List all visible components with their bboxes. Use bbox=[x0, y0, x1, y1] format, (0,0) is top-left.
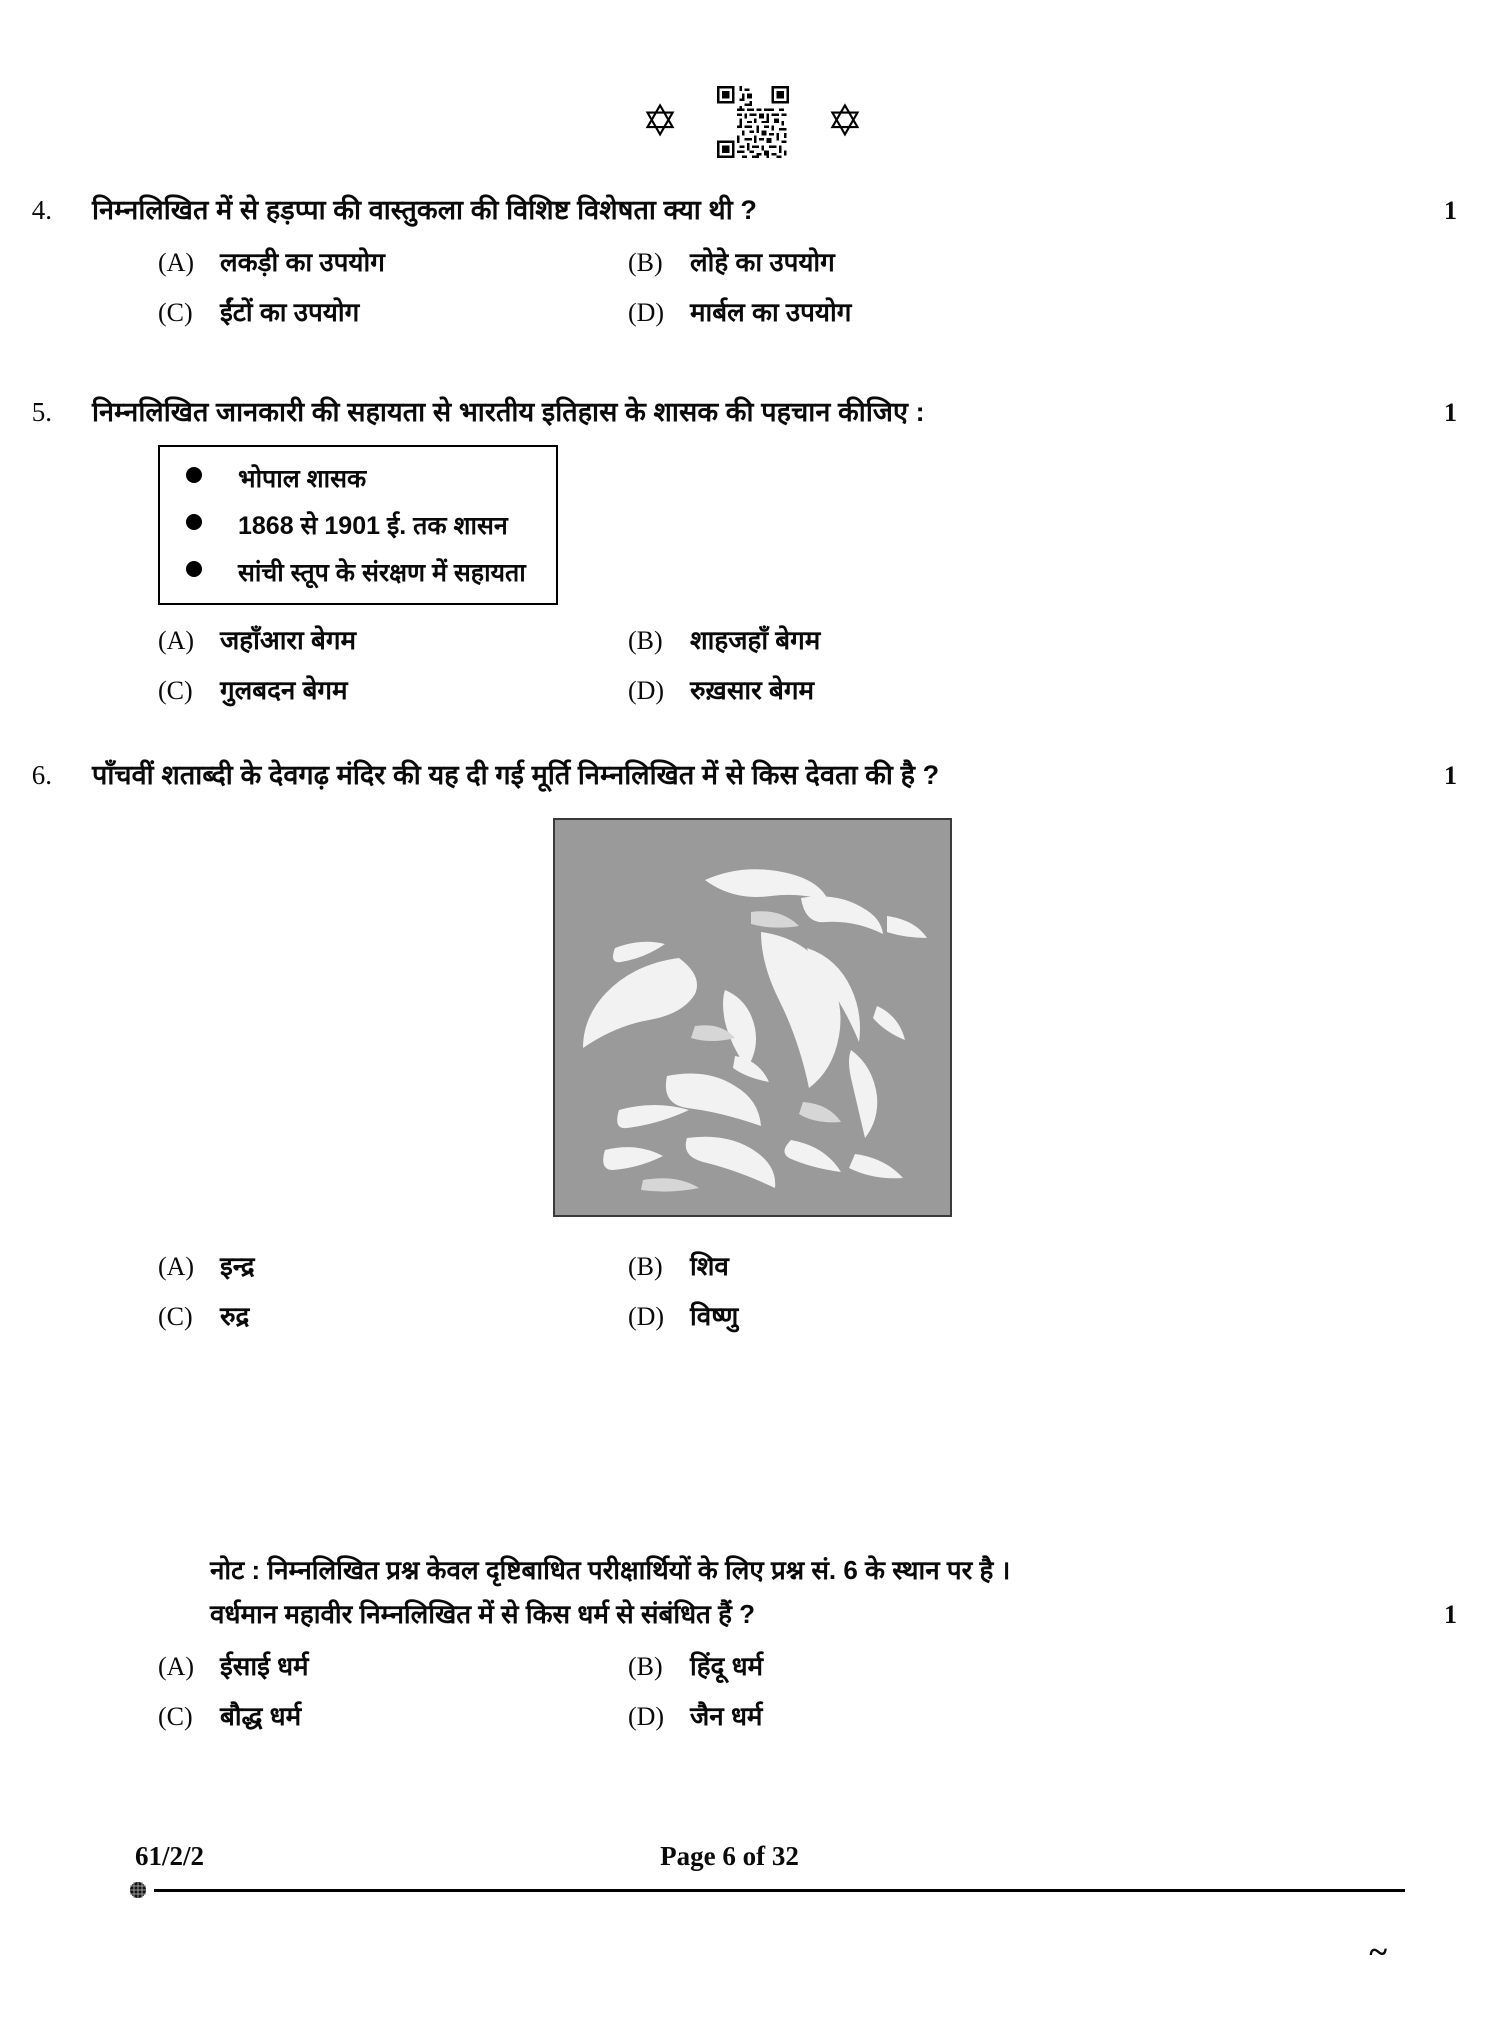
option-c-text: गुलबदन बेगम bbox=[220, 675, 348, 705]
note-label: नोट : bbox=[210, 1555, 261, 1585]
option-d[interactable] bbox=[628, 671, 1098, 707]
note-text: निम्नलिखित प्रश्न केवल दृष्टिबाधित परीक्षार्थियों के लिए प्रश्न सं. 6 के स्थान पर है । bbox=[267, 1555, 1011, 1585]
footer-divider bbox=[154, 1889, 1405, 1892]
info-item-text: भोपाल शासक bbox=[238, 465, 367, 493]
option-row bbox=[158, 621, 1505, 657]
question-6-heading bbox=[0, 755, 1505, 792]
option-d[interactable] bbox=[628, 293, 1098, 329]
question-6-options bbox=[0, 1247, 1505, 1333]
option-c-text: ईंटों का उपयोग bbox=[220, 297, 360, 327]
option-d-label: (D) bbox=[628, 676, 665, 705]
question-6 bbox=[0, 755, 1505, 1333]
option-row bbox=[158, 293, 1505, 329]
option-b[interactable] bbox=[628, 1647, 1098, 1683]
question-4-heading bbox=[0, 190, 1505, 227]
question-6-number: 6. bbox=[31, 760, 52, 790]
option-c-label: (C) bbox=[158, 676, 193, 705]
option-b-label: (B) bbox=[628, 1252, 663, 1281]
option-d-text: मार्बल का उपयोग bbox=[690, 297, 852, 327]
option-b-text: शिव bbox=[690, 1251, 729, 1281]
option-b-label: (B) bbox=[628, 1652, 663, 1681]
question-4-options bbox=[0, 243, 1505, 329]
question-5-marks: 1 bbox=[1444, 398, 1457, 427]
option-a-text: लकड़ी का उपयोग bbox=[220, 247, 385, 277]
tilde-mark: ~ bbox=[1369, 1934, 1387, 1971]
question-4 bbox=[0, 190, 1505, 329]
option-b[interactable] bbox=[628, 243, 1098, 279]
deogarh-temple-sculpture-image bbox=[553, 818, 952, 1217]
paper-code: 61/2/2 bbox=[135, 1841, 205, 1871]
info-item-text: सांची स्तूप के संरक्षण में सहायता bbox=[238, 559, 526, 587]
option-b[interactable] bbox=[628, 621, 1098, 657]
option-a[interactable] bbox=[158, 1647, 628, 1683]
option-a[interactable] bbox=[158, 621, 628, 657]
option-d[interactable] bbox=[628, 1697, 1098, 1733]
option-d[interactable] bbox=[628, 1297, 1098, 1333]
page-number: Page 6 of 32 bbox=[660, 1841, 799, 1871]
question-5-text: निम्नलिखित जानकारी की सहायता से भारतीय इतिहास के शासक की पहचान कीजिए : bbox=[92, 397, 925, 427]
option-a[interactable] bbox=[158, 1247, 628, 1283]
note-line bbox=[0, 1551, 1505, 1587]
option-d-text: विष्णु bbox=[690, 1301, 739, 1331]
question-4-text: निम्नलिखित में से हड़प्पा की वास्तुकला की विशिष्ट विशेषता क्या थी ? bbox=[92, 195, 757, 225]
option-a-text: ईसाई धर्म bbox=[220, 1651, 309, 1681]
option-c-text: रुद्र bbox=[220, 1301, 250, 1331]
alt-question-heading bbox=[0, 1595, 1505, 1631]
option-c-label: (C) bbox=[158, 298, 193, 327]
option-a-text: इन्द्र bbox=[220, 1251, 255, 1281]
option-b[interactable] bbox=[628, 1247, 1098, 1283]
alt-question-text: वर्धमान महावीर निम्नलिखित में से किस धर्म से संबंधित हैं ? bbox=[210, 1599, 756, 1629]
option-c-label: (C) bbox=[158, 1302, 193, 1331]
option-d-label: (D) bbox=[628, 1302, 665, 1331]
alt-question-marks: 1 bbox=[1444, 1600, 1457, 1629]
option-a-label: (A) bbox=[158, 248, 195, 277]
option-row bbox=[158, 671, 1505, 707]
decorative-mark-icon bbox=[128, 1880, 148, 1900]
bullet-icon bbox=[186, 514, 202, 530]
bullet-icon bbox=[186, 467, 202, 483]
info-item bbox=[170, 461, 546, 495]
option-c[interactable] bbox=[158, 1297, 628, 1333]
option-d-label: (D) bbox=[628, 298, 665, 327]
option-c[interactable] bbox=[158, 293, 628, 329]
alt-question-options bbox=[0, 1647, 1505, 1733]
info-item bbox=[170, 508, 546, 542]
question-5 bbox=[0, 392, 1505, 707]
option-b-label: (B) bbox=[628, 626, 663, 655]
question-5-number: 5. bbox=[31, 397, 52, 427]
info-item bbox=[170, 555, 546, 589]
note-section bbox=[0, 1551, 1505, 1733]
question-5-heading bbox=[0, 392, 1505, 429]
question-4-marks: 1 bbox=[1444, 196, 1457, 225]
option-a-label: (A) bbox=[158, 1252, 195, 1281]
page-footer bbox=[0, 1841, 1505, 1900]
option-b-label: (B) bbox=[628, 248, 663, 277]
option-d-text: जैन धर्म bbox=[690, 1701, 763, 1731]
star-of-david-icon-left: ✡ bbox=[641, 96, 679, 147]
option-c-label: (C) bbox=[158, 1702, 193, 1731]
option-c[interactable] bbox=[158, 1697, 628, 1733]
option-b-text: शाहजहाँ बेगम bbox=[690, 625, 821, 655]
question-6-marks: 1 bbox=[1444, 761, 1457, 790]
option-a-text: जहाँआरा बेगम bbox=[220, 625, 357, 655]
footer-rule-row bbox=[0, 1880, 1505, 1900]
option-c[interactable] bbox=[158, 671, 628, 707]
option-b-text: लोहे का उपयोग bbox=[690, 247, 835, 277]
footer-row bbox=[0, 1841, 1505, 1872]
question-4-number: 4. bbox=[31, 195, 52, 225]
question-5-options bbox=[0, 621, 1505, 707]
option-d-text: रुख़सार बेगम bbox=[690, 675, 815, 705]
option-b-text: हिंदू धर्म bbox=[690, 1651, 764, 1681]
question-5-info-box bbox=[158, 445, 558, 605]
option-row bbox=[158, 243, 1505, 279]
option-c-text: बौद्ध धर्म bbox=[220, 1701, 302, 1731]
option-a[interactable] bbox=[158, 243, 628, 279]
page-header bbox=[0, 86, 1505, 158]
qr-code-icon bbox=[717, 86, 789, 158]
question-6-figure bbox=[0, 818, 1505, 1217]
star-of-david-icon-right: ✡ bbox=[826, 96, 864, 147]
option-row bbox=[158, 1647, 1505, 1683]
info-item-text: 1868 से 1901 ई. तक शासन bbox=[238, 512, 508, 540]
question-6-text: पाँचवीं शताब्दी के देवगढ़ मंदिर की यह दी गई मूर्ति निम्नलिखित में से किस देवता की है ? bbox=[92, 760, 940, 790]
bullet-icon bbox=[186, 561, 202, 577]
option-row bbox=[158, 1697, 1505, 1733]
option-row bbox=[158, 1247, 1505, 1283]
option-a-label: (A) bbox=[158, 626, 195, 655]
option-a-label: (A) bbox=[158, 1652, 195, 1681]
option-row bbox=[158, 1297, 1505, 1333]
option-d-label: (D) bbox=[628, 1702, 665, 1731]
